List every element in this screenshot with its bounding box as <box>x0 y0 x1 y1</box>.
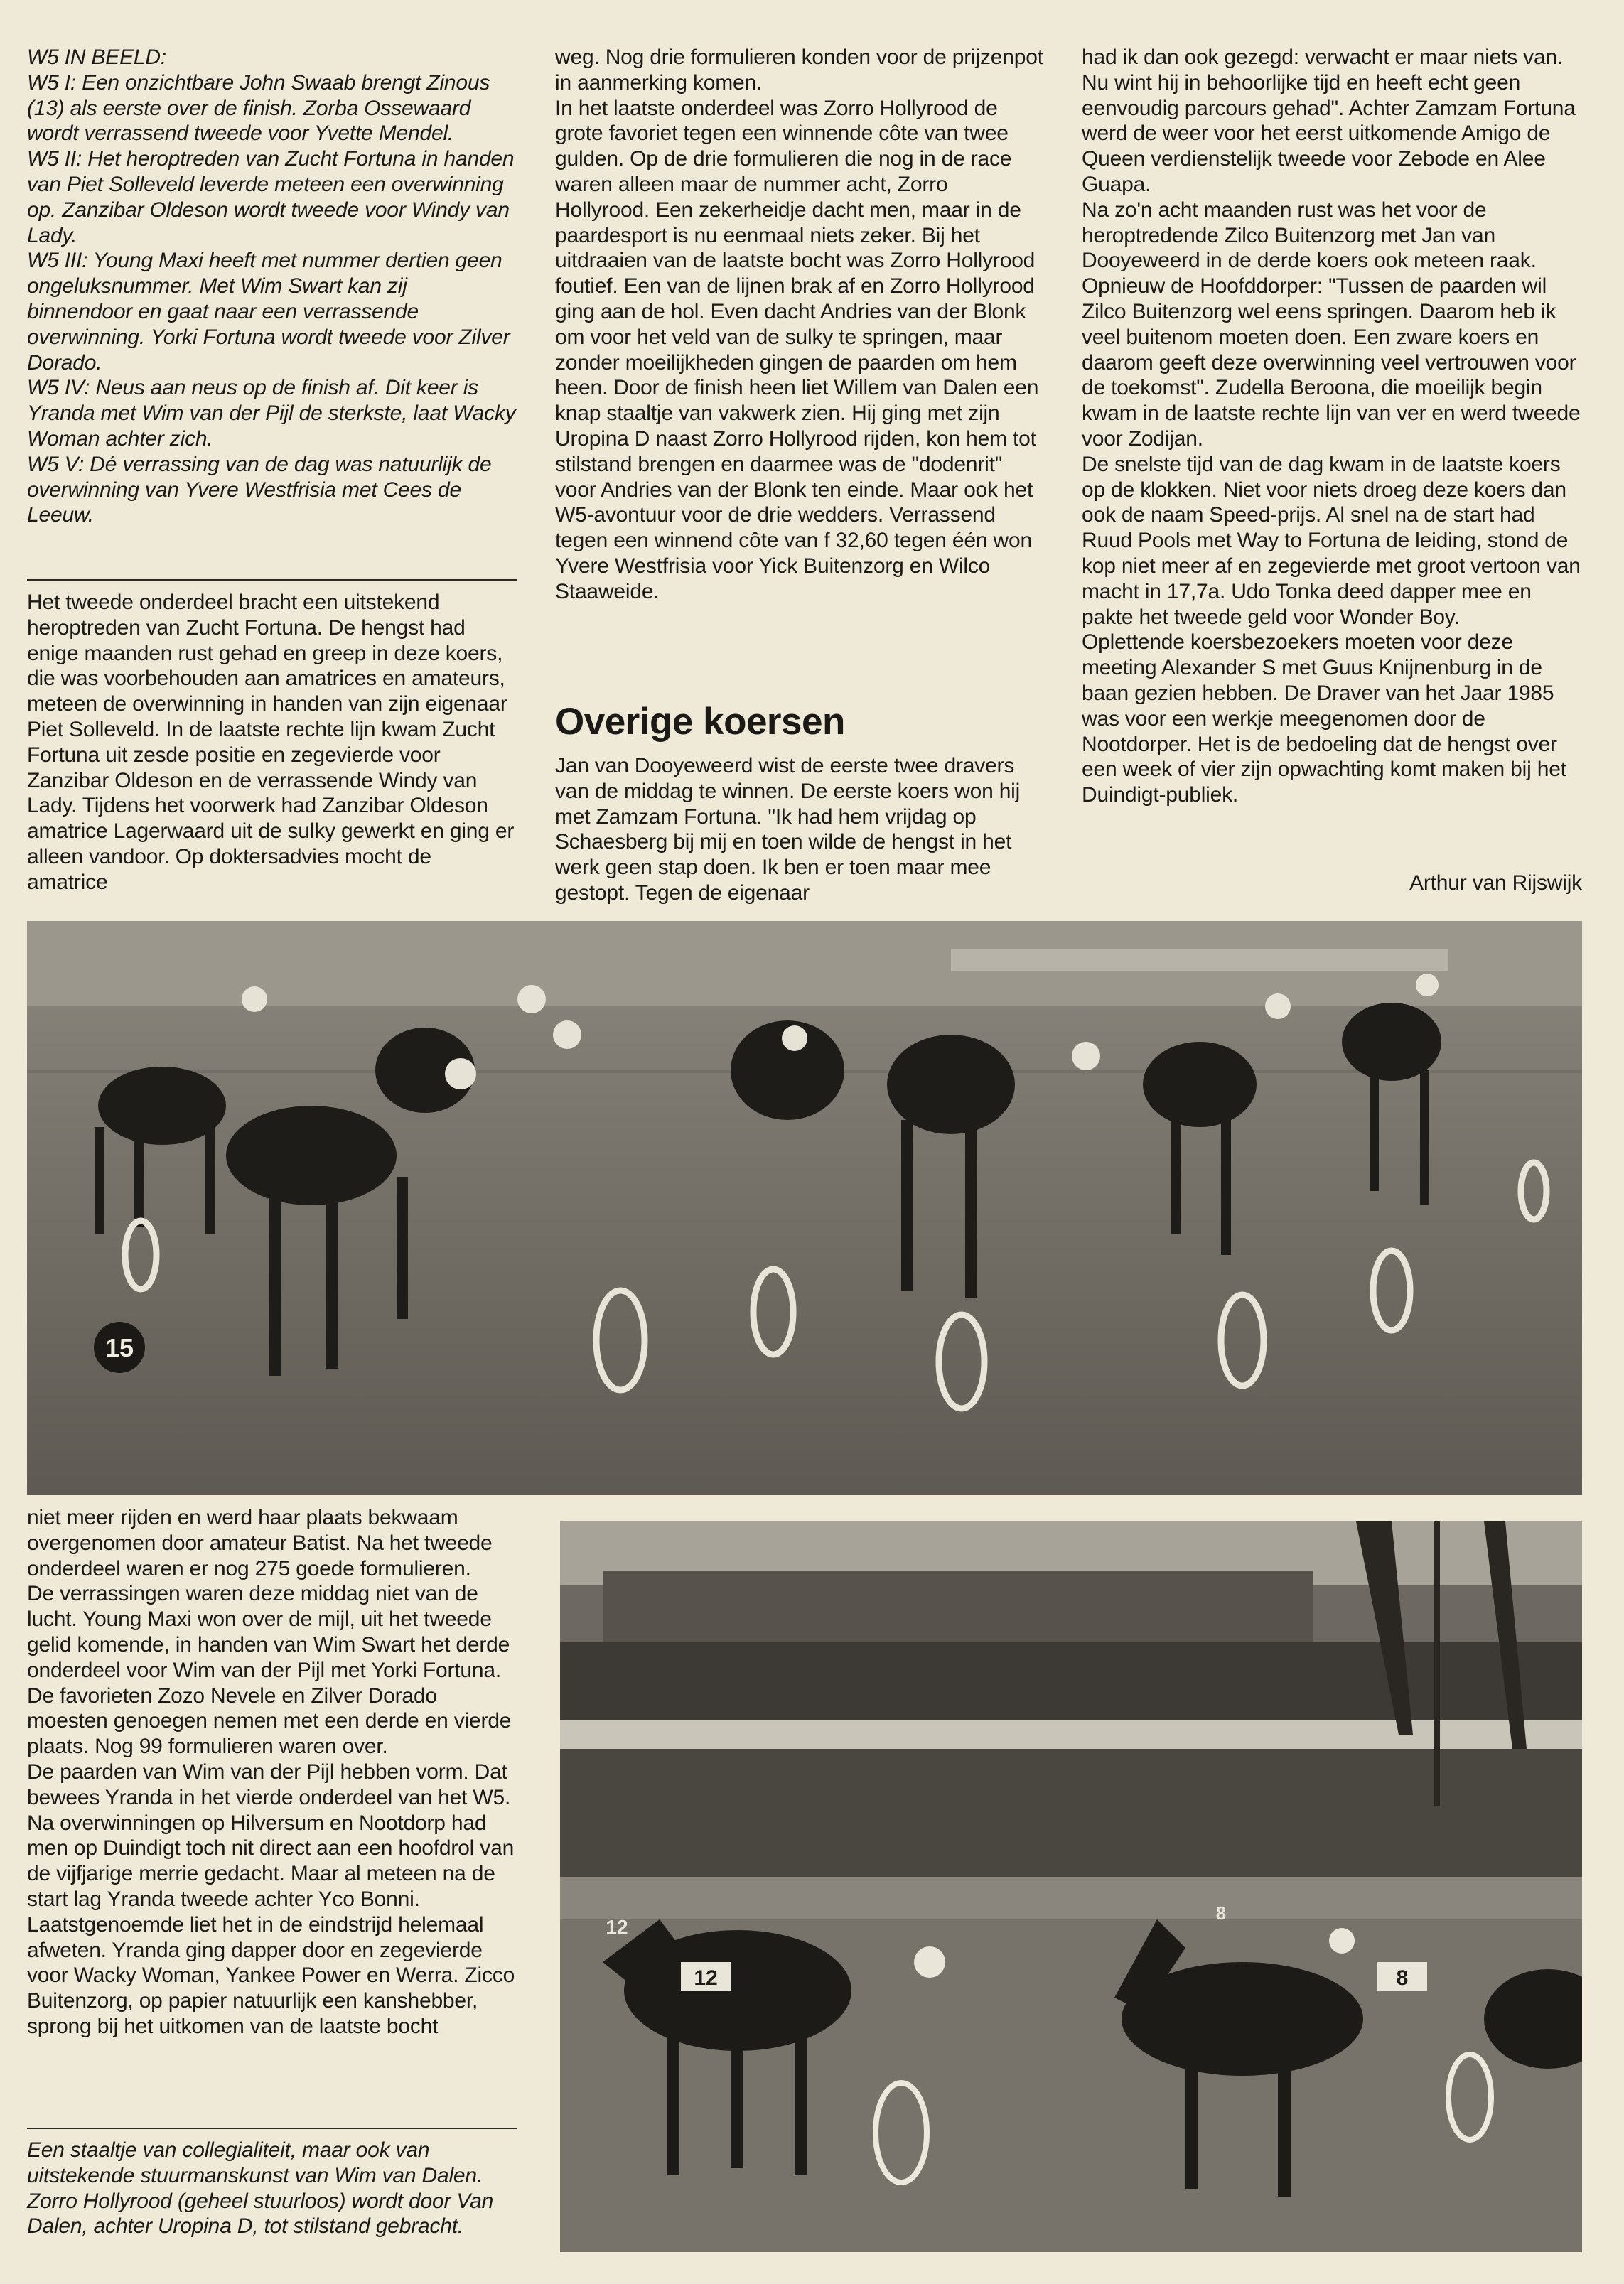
finish-photo-graphic <box>560 1521 1582 2252</box>
article-column <box>1082 45 1582 808</box>
w5-item: W5 V: Dé verrassing van de dag was natuurlijk de overwinning van Yvere Westfrisia met Cees de Leeuw. <box>27 452 492 527</box>
paragraph: Het tweede onderdeel bracht een uitstekend heroptreden van Zucht Fortuna. De hengst had enige maanden rust gehad en greep in deze koers, die was voorbehouden aan amatrices en amateurs, meteen de overwinning in handen van zijn eigenaar Piet Solleveld. In de laatste rechte lijn kwam Zucht Fortuna uit zesde positie en zegevierde voor Zanzibar Oldeson en de verrassende Windy van Lady. Tijdens het voorwerk had Zanzibar Oldeson amatrice Lagerwaard uit de sulky gewerkt en ging er alleen vandoor. Op doktersadvies mocht de amatrice <box>27 591 515 894</box>
paragraph: In het laatste onderdeel was Zorro Hollyrood de grote favoriet tegen een winnende côte van twee gulden. Op de drie formulieren die nog in de race waren alleen maar de nummer acht, Zorro Hollyrood. Een zekerheidje dacht men, maar in de paardesport is nu eenmaal niets zeker. Bij het uitdraaien van de laatste bocht was Zorro Hollyrood foutief. Een van de lijnen brak af en Zorro Hollyrood ging aan de hol. Even dacht Andries van der Blonk om voor het veld van de sulky te springen, maar zonder moeilijkheden gingen de paarden om hem heen. Door de finish heen liet Willem van Dalen een knap staaltje van vakwerk zien. Hij ging met zijn Uropina D naast Zorro Hollyrood rijden, kon hem tot stilstand brengen en daarmee was de "dodenrit" voor Andries van der Blonk ten einde. Maar ook het W5-avontuur voor de drie wedders. Verrassend tegen een winnend côte van f 32,60 tegen één won Yvere Westfrisia voor Yick Buitenzorg en Wilco Staaweide. <box>555 96 1039 603</box>
paragraph: Na zo'n acht maanden rust was het voor de heroptredende Zilco Buitenzorg met Jan van Dooyeweerd in de derde koers ook meteen raak. Opnieuw de Hoofddorper: "Tussen de paarden wil Zilco Buitenzorg wel eens springen. Daarom heb ik veel buitenom moeten doen. Een zware koers en daarom geeft deze overwinning veel vertrouwen voor de toekomst". Zudella Beroona, die moeilijk begin kwam in de laatste rechte lijn van ver en werd tweede voor Zodijan. <box>1082 198 1581 451</box>
photo-caption: Een staaltje van collegialiteit, maar ook van uitstekende stuurmanskunst van Wim van Dalen. Zorro Hollyrood (geheel stuurloos) wordt door Van Dalen, achter Uropina D, tot stilstand gebracht. <box>27 2138 494 2239</box>
byline: Arthur van Rijswijk <box>1409 871 1582 895</box>
head-number: 8 <box>1215 1902 1227 1924</box>
w5-item: W5 IV: Neus aan neus op de finish af. Dit keer is Yranda met Wim van der Pijl de sterkste, laat Wacky Woman achter zich. <box>27 376 516 451</box>
paragraph: De snelste tijd van de dag kwam in de laatste koers op de klokken. Niet voor niets droeg deze koers dan ook de naam Speed-prijs. Al snel na de start had Ruud Pools met Way to Fortuna de leiding, stond de kop niet meer af en zegevierde met groot vertoon van macht in 17,7a. Udo Tonka deed dapper mee en pakte het tweede geld voor Wonder Boy. <box>1082 452 1581 629</box>
paragraph: weg. Nog drie formulieren konden voor de prijzenpot in aanmerking komen. <box>555 45 1043 95</box>
paragraph: De paarden van Wim van der Pijl hebben vorm. Dat bewees Yranda in het vierde onderdeel van het W5. Na overwinningen op Hilversum en Nootdorp had men op Duindigt toch nit direct aan een hoofdrol van de vijfjarige merrie gedacht. Maar al meteen na de start lag Yranda tweede achter Yco Bonni. Laatstgenoemde liet het in de eindstrijd helemaal afweten. Yranda ging dapper door en zegevierde voor Wacky Woman, Yankee Power en Werra. Zicco Buitenzorg, op papier natuurlijk een kanshebber, sprong bij het uitkomen van de laatste bocht <box>27 1760 515 2038</box>
section-heading: Overige koersen <box>555 701 845 743</box>
article-column <box>27 1505 517 2040</box>
w5-item: W5 III: Young Maxi heeft met nummer dertien geen ongeluksnummer. Met Wim Swart kan zij binnendoor en gaat naar een verrassende overwinning. Yorki Fortuna wordt tweede voor Zilver Dorado. <box>27 249 510 375</box>
saddle-number: 12 <box>694 1966 718 1990</box>
w5-item: W5 II: Het heroptreden van Zucht Fortuna in handen van Piet Solleveld leverde meteen een overwinning op. Zanzibar Oldeson wordt tweede voor Windy van Lady. <box>27 147 515 247</box>
photo-badge: 15 <box>104 1333 134 1362</box>
paragraph: Jan van Dooyeweerd wist de eerste twee dravers van de middag te winnen. De eerste koers won hij met Zamzam Fortuna. "Ik had hem vrijdag op Schaesberg bij mij en toen wilde de hengst in het werk geen stap doen. Ik ben er toen maar mee gestopt. Tegen de eigenaar <box>555 754 1021 905</box>
w5-item: W5 I: Een onzichtbare John Swaab brengt Zinous (13) als eerste over de finish. Zorba Ossewaard wordt verrassend tweede voor Yvette Mendel. <box>27 70 490 146</box>
w5-title: W5 IN BEELD: <box>27 45 166 69</box>
article-column <box>555 45 1044 605</box>
w5-summary <box>27 45 517 528</box>
head-number: 12 <box>606 1916 628 1938</box>
paragraph: niet meer rijden en werd haar plaats bekwaam overgenomen door amateur Batist. Na het tweede onderdeel waren er nog 275 goede formulieren. <box>27 1506 493 1580</box>
finish-photo <box>560 1521 1582 2252</box>
divider <box>27 579 517 581</box>
race-photo <box>27 921 1582 1495</box>
article-column <box>555 753 1044 906</box>
paragraph: De verrassingen waren deze middag niet van de lucht. Young Maxi won over de mijl, uit het tweede gelid komende, in handen van Wim Swart het derde onderdeel voor Wim van der Pijl met Yorki Fortuna. De favorieten Zozo Nevele en Zilver Dorado moesten genoegen nemen met een derde en vierde plaats. Nog 99 formulieren waren over. <box>27 1582 512 1759</box>
race-photo-graphic <box>27 921 1582 1495</box>
article-column <box>27 590 517 895</box>
divider <box>27 2128 517 2129</box>
paragraph: Oplettende koersbezoekers moeten voor deze meeting Alexander S met Guus Knijnenburg in de baan gezien hebben. De Draver van het Jaar 1985 was voor een werkje meegenomen door de Nootdorper. Het is de bedoeling dat de hengst over een week of vier zijn opwachting komt maken bij het Duindigt-publiek. <box>1082 630 1566 807</box>
paragraph: had ik dan ook gezegd: verwacht er maar niets van. Nu wint hij in behoorlijke tijd en heeft echt geen eenvoudig parcours gehad". Achter Zamzam Fortuna werd de weer voor het eerst uitkomende Amigo de Queen verdienstelijk tweede voor Zebode en Alee Guapa. <box>1082 45 1576 196</box>
saddle-number: 8 <box>1396 1966 1409 1990</box>
